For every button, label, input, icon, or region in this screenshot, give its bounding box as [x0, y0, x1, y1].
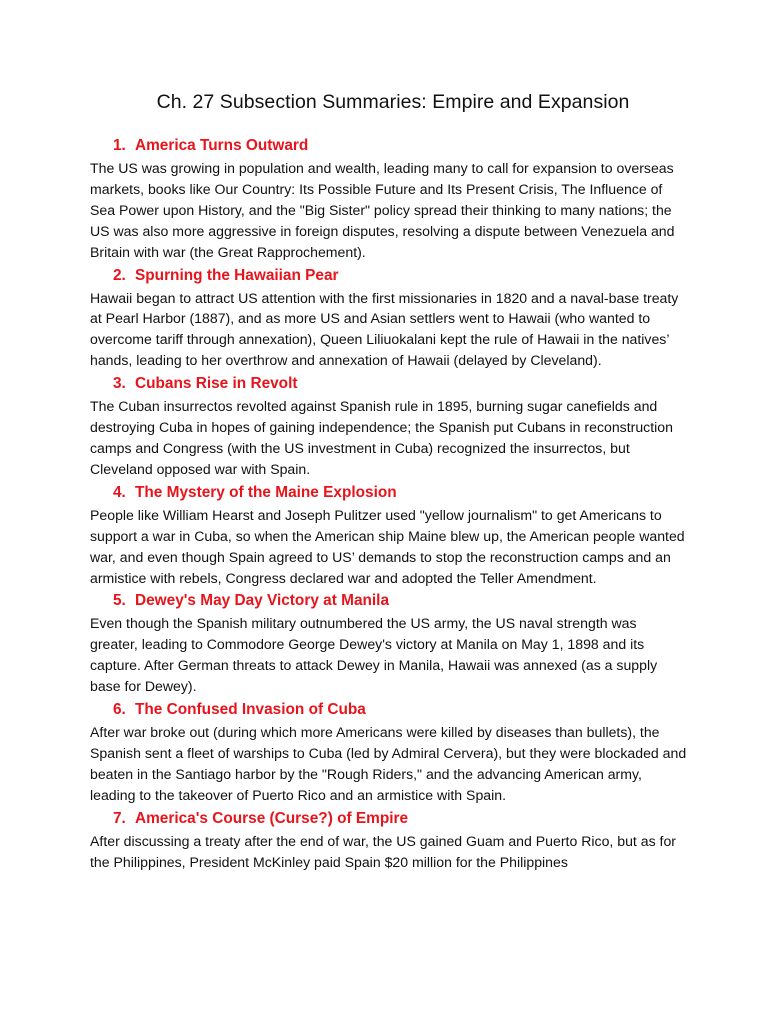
- section-heading-text: Cubans Rise in Revolt: [135, 375, 298, 393]
- section-heading-text: America's Course (Curse?) of Empire: [135, 809, 409, 827]
- section-body: After discussing a treaty after the end of war, the US gained Guam and Puerto Rico, but as for the Philippines, President McKinley paid Spain $20 million for the Philippines: [90, 832, 676, 870]
- section-number: 5.: [113, 592, 126, 610]
- section-number: 2.: [113, 266, 126, 284]
- section-4: [90, 483, 688, 589]
- section-heading-text: Spurning the Hawaiian Pear: [135, 266, 339, 284]
- section-heading-text: America Turns Outward: [135, 137, 309, 154]
- section-heading-text: The Mystery of the Maine Explosion: [135, 483, 397, 501]
- section-body: The Cuban insurrectos revolted against Spanish rule in 1895, burning sugar canefields and destroying Cuba in hopes of gaining independence; the Spanish put Cubans in reconstruction camps and Congress (with the US investment in Cuba) recognized the insurrectos, but Cleveland opposed war with Spain.: [90, 398, 673, 477]
- section-heading: [90, 374, 688, 394]
- section-7: [90, 809, 688, 873]
- section-1: [90, 136, 688, 263]
- section-number: 4.: [113, 483, 126, 501]
- section-body: Even though the Spanish military outnumbered the US army, the US naval strength was greater, leading to Commodore George Dewey's victory at Manila on May 1, 1898 and its capture. After German threats to attack Dewey in Manila, Hawaii was annexed (as a supply base for Dewey).: [90, 615, 658, 695]
- section-6: [90, 700, 688, 806]
- section-heading: [90, 136, 688, 156]
- section-heading: [90, 266, 688, 286]
- section-number: 6.: [113, 701, 126, 719]
- section-3: [90, 374, 688, 480]
- section-number: 1.: [113, 137, 126, 154]
- section-body: The US was growing in population and wealth, leading many to call for expansion to overseas markets, books like Our Country: Its Possible Future and Its Present Crisis, The Influence of Sea Power upon History, and the "Big Sister" policy spread their thinking to many nations; the US was also more aggressive in foreign disputes, resolving a dispute between Venezuela and Britain with war (the Great Rapprochement).: [90, 160, 675, 260]
- section-2: [90, 266, 688, 372]
- page-title: Ch. 27 Subsection Summaries: Empire and Expansion: [156, 91, 630, 113]
- section-heading: [90, 591, 688, 611]
- section-heading-text: Dewey's May Day Victory at Manila: [135, 592, 390, 610]
- section-heading-text: The Confused Invasion of Cuba: [135, 701, 366, 719]
- section-5: [90, 591, 688, 697]
- section-heading: [90, 483, 688, 503]
- section-number: 3.: [113, 375, 126, 393]
- section-heading: [90, 809, 688, 829]
- section-body: After war broke out (during which more Americans were killed by diseases than bullets), the Spanish sent a fleet of warships to Cuba (led by Admiral Cervera), but they were blockaded and beaten in the Santiago harbor by the "Rough Riders," and the advancing American army, leading to the takeover of Puerto Rico and an armistice with Spain.: [90, 724, 687, 803]
- section-number: 7.: [113, 809, 126, 827]
- section-body: Hawaii began to attract US attention with the first missionaries in 1820 and a naval-base treaty at Pearl Harbor (1887), and as more US and Asian settlers went to Hawaii (who wanted to overcome tariff through annexation), Queen Liliuokalani kept the rule of Hawaii in the natives’ hands, leading to her overthrow and annexation of Hawaii (delayed by Cleveland).: [90, 289, 679, 369]
- section-heading: [90, 700, 688, 720]
- section-body: People like William Hearst and Joseph Pulitzer used "yellow journalism" to get Americans to support a war in Cuba, so when the American ship Maine blew up, the American people wanted war, and even though Spain agreed to US’ demands to stop the reconstruction camps and an armistice with rebels, Congress declared war and adopted the Teller Amendment.: [90, 506, 685, 586]
